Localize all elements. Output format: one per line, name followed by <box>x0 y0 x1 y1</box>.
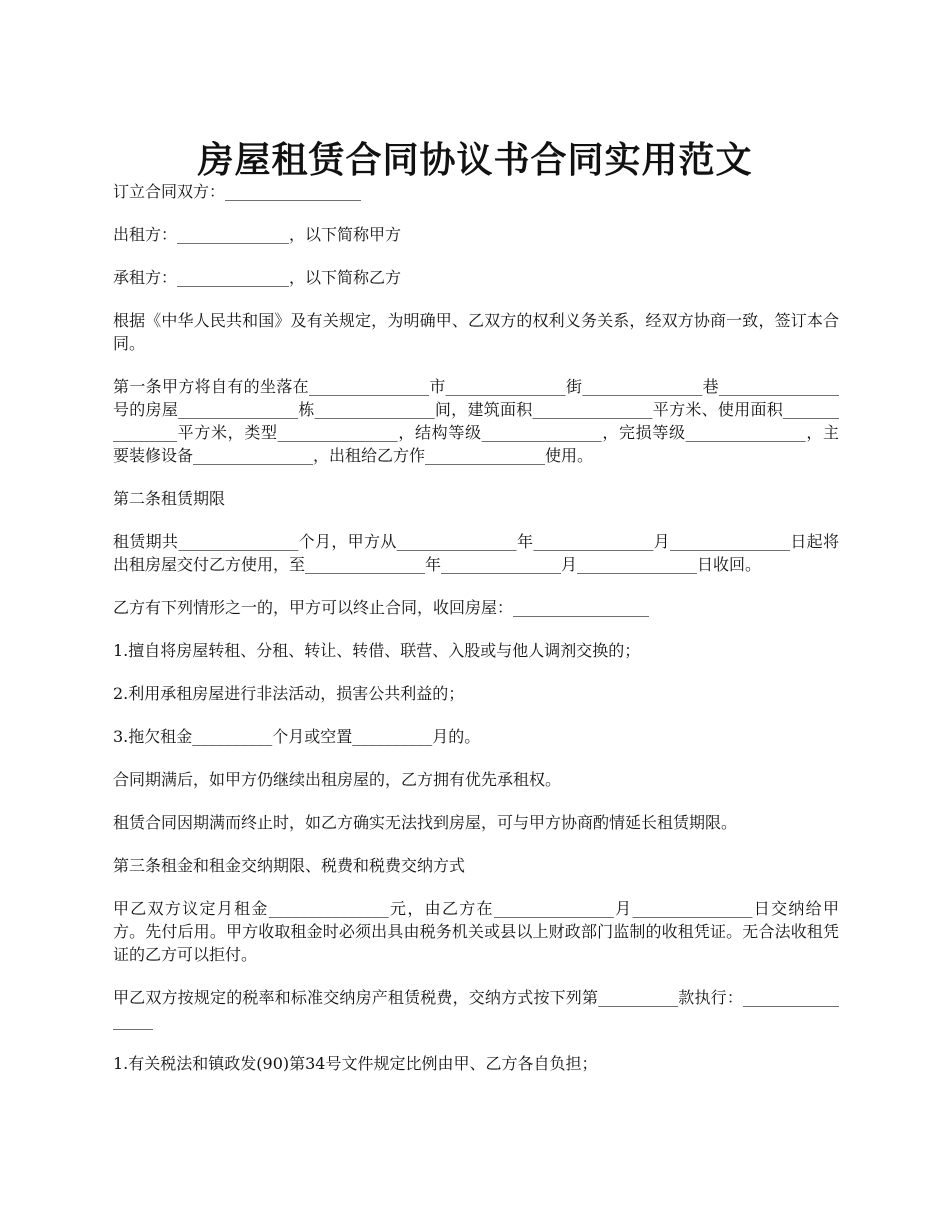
termination-conditions-intro: 乙方有下列情形之一的，甲方可以终止合同，收回房屋：_________________ <box>113 598 650 617</box>
preamble-paragraph: 根据《中华人民共和国》及有关规定，为明确甲、乙双方的权利义务关系，经双方协商一致，签订本合同。 <box>113 311 839 353</box>
termination-item-1: 1.擅自将房屋转租、分租、转让、转借、联营、入股或与他人调剂交换的； <box>113 641 641 660</box>
document-body <box>113 180 839 1095</box>
termination-item-2: 2.利用承租房屋进行非法活动，损害公共利益的； <box>113 684 465 703</box>
tax-payment-paragraph: 甲乙双方按规定的税率和标准交纳房产租赁税费，交纳方式按下列第__________款执行：_________________ <box>113 988 839 1030</box>
termination-item-3: 3.拖欠租金__________个月或空置__________月的。 <box>113 727 481 746</box>
tax-item-1: 1.有关税法和镇政发(90)第34号文件规定比例由甲、乙方各自负担； <box>113 1054 598 1073</box>
article-two-heading: 第二条租赁期限 <box>113 489 226 508</box>
rent-payment-paragraph: 甲乙双方议定月租金_______________元，由乙方在_______________月_______________日交纳给甲方。先付后用。甲方收取租金时必须出具由税务机关或县以上财政部门监制的收租凭证。无合法收租凭证的乙方可以拒付。 <box>113 899 839 964</box>
lessor-line: 出租方：______________，以下简称甲方 <box>113 225 402 244</box>
article-three-heading: 第三条租金和租金交纳期限、税费和税费交纳方式 <box>113 856 466 875</box>
document-title: 房屋租赁合同协议书合同实用范文 <box>197 139 753 182</box>
contract-parties-line: 订立合同双方：_________________ <box>113 182 362 201</box>
article-one-paragraph: 第一条甲方将自有的坐落在_______________市_______________街_______________巷_______________号的房屋_______________栋_______________间，建筑面积_______________平方米、使用面积_______________平方米，类型_______________，结构等级_______________，完损等级_______________，主要装修设备_______________，出租给乙方作_______________使用。 <box>113 377 839 465</box>
priority-renewal-paragraph: 合同期满后，如甲方仍继续出租房屋的，乙方拥有优先承租权。 <box>113 770 562 789</box>
lease-term-paragraph: 租赁期共_______________个月，甲方从_______________年_______________月_______________日起将出租房屋交付乙方使用，至_______________年_______________月_______________日收回。 <box>113 532 839 574</box>
extension-paragraph: 租赁合同因期满而终止时，如乙方确实无法找到房屋，可与甲方协商酌情延长租赁期限。 <box>113 813 738 832</box>
lessee-line: 承租方：______________，以下简称乙方 <box>113 268 402 287</box>
